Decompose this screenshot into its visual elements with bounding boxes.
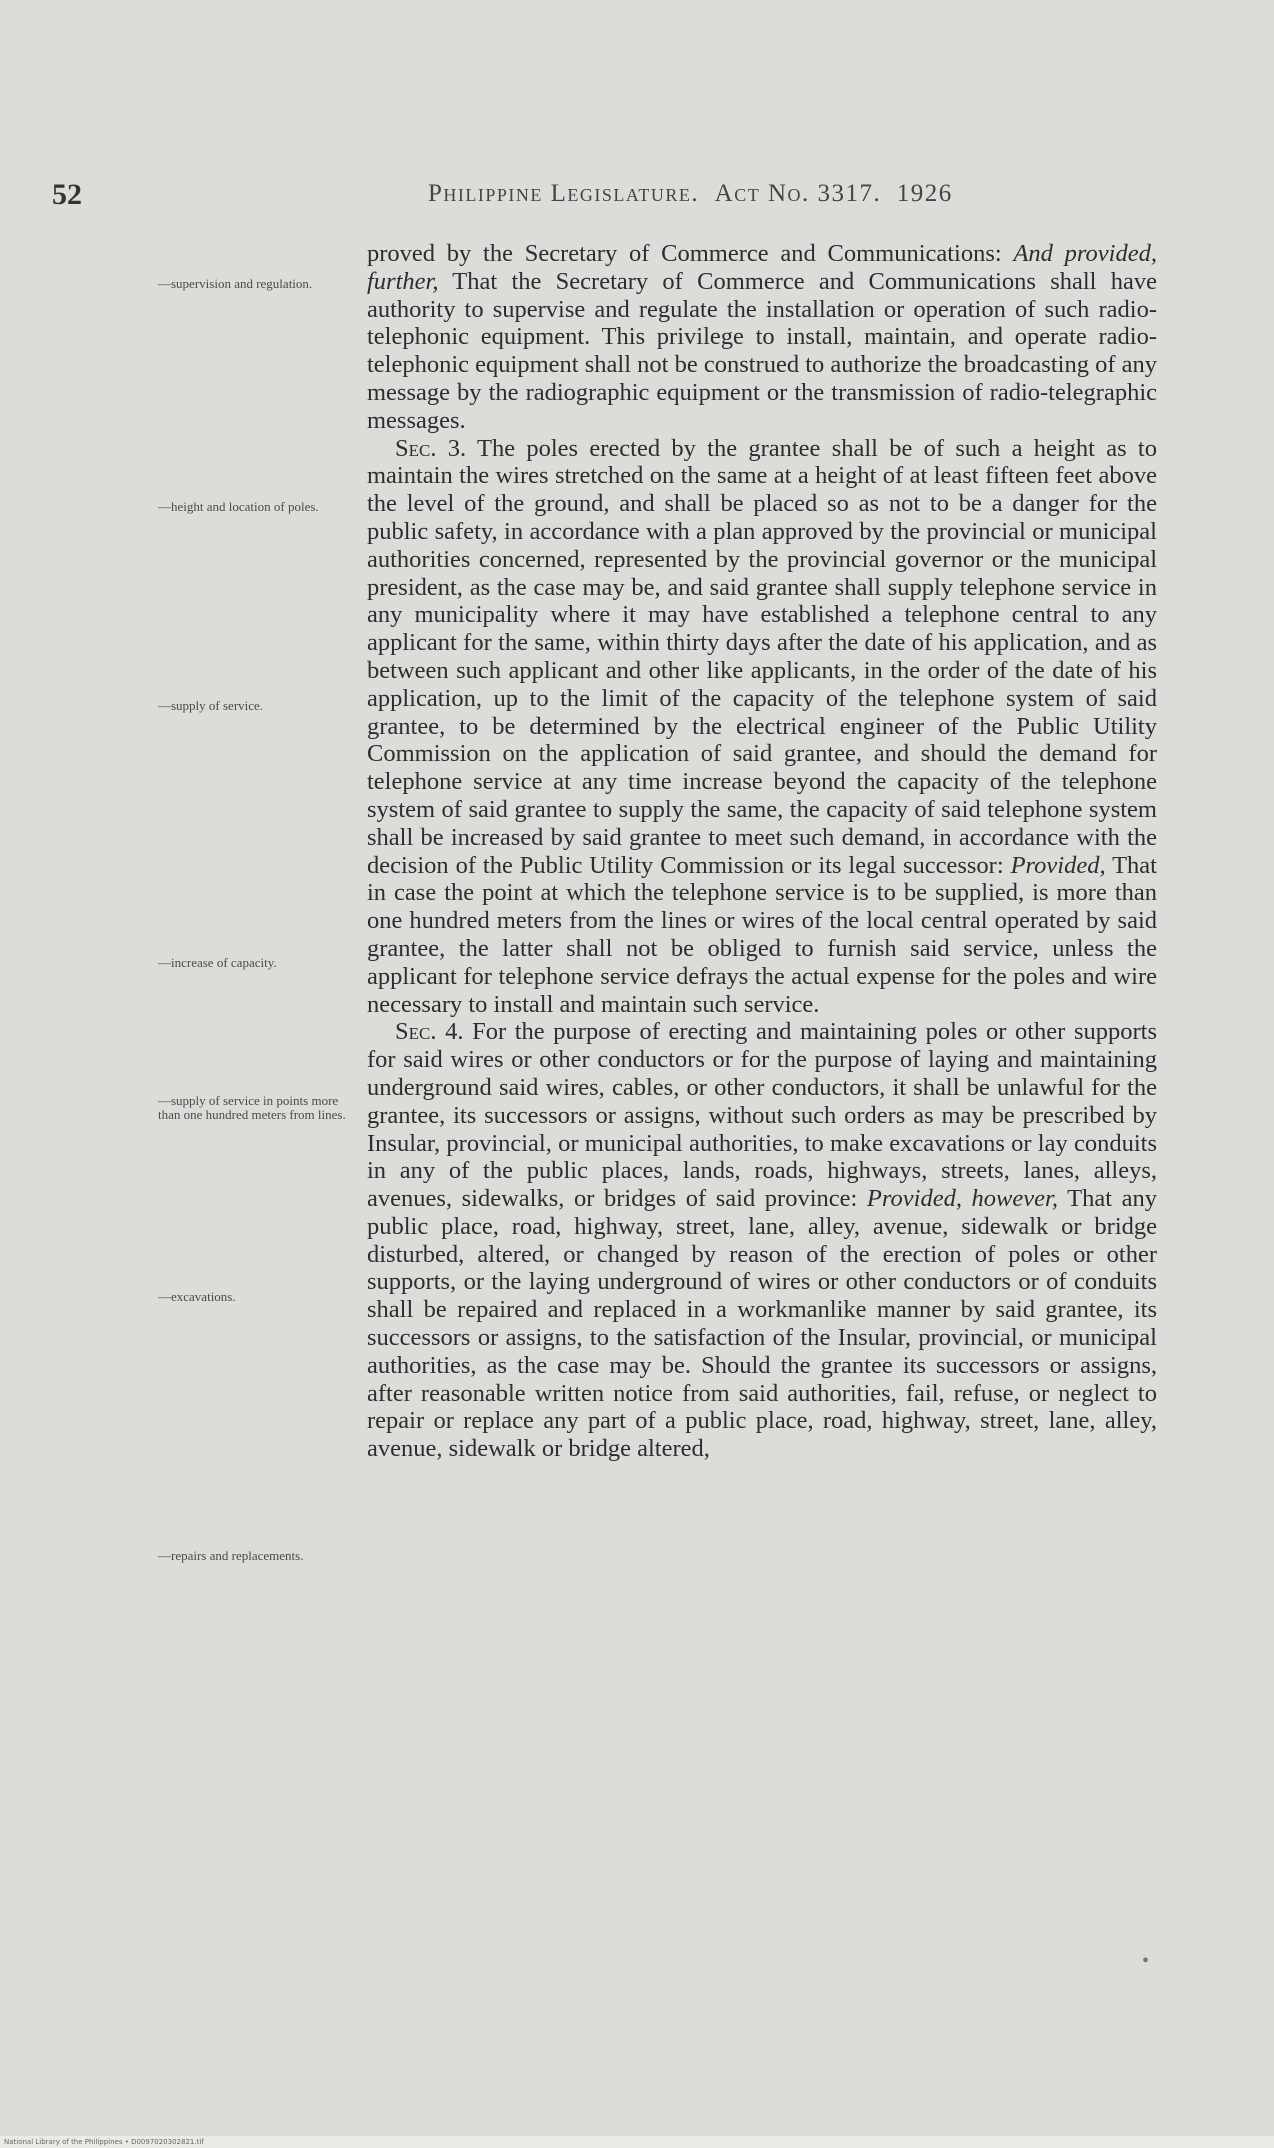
margin-note-excavations: —excavations. [158,1289,236,1304]
p3-proviso: Provided, however, [866,1185,1058,1213]
sec-3-heading: Sec. 3. [395,434,467,462]
scan-footer: National Library of the Philippines • D0097020302821.tif [0,2136,1274,2148]
margin-note-supply-service: —supply of service. [158,698,264,713]
paragraph-sec-4 [367,1018,1157,1463]
body-text [367,240,1157,1463]
margin-note-repairs: —repairs and replacements. [158,1548,304,1563]
margin-note-height-location: —height and location of poles. [158,499,319,514]
p3-text-a: For the purpose of erecting and maintaining poles or other supports for said wires or other conductors or for the purpose of laying and maintaining underground said wires, cables, or other conductors, it shall be unlawful for the grantee, its successors or assigns, without such orders as may be prescribed by Insular, provincial, or municipal authorities, to make excavations or lay conduits in any of the public places, lands, roads, highways, streets, lanes, alleys, avenues, sidewalks, or bridges of said province: [367,1018,1157,1213]
margin-note-hundred-meters: —supply of service in points more than one hundred meters from lines. [158,1093,346,1122]
p2-text-a: The poles erected by the grantee shall be of such a height as to maintain the wires stretched on the same at a height of at least fifteen feet above the level of the ground, and shall be placed so as not to be a danger for the public safety, in accordance with a plan approved by the provincial or municipal authorities concerned, represented by the provincial governor or the municipal president, as the case may be, and said grantee shall supply telephone service in any municipality where it may have established a telephone central to any applicant for the same, within thirty days after the date of his application, and as between such applicant and other like applicants, in the order of the date of his application, up to the limit of the capacity of the telephone system of said grantee, to be determined by the electrical engineer of the Public Utility Commission on the application of said grantee, and should the demand for telephone service at any time increase beyond the capacity of the telephone system of said grantee to supply the same, the capacity of said telephone system shall be increased by said grantee to meet such demand, in accordance with the decision of the Public Utility Commission or its legal successor: [367,434,1157,879]
p2-proviso: Provided, [1010,851,1106,879]
margin-note-increase-capacity: —increase of capacity. [158,955,277,970]
header-year: 1926 [896,180,953,207]
p1-proviso: And provided, further, [367,240,1157,295]
header-title: Philippine Legislature. [428,180,700,207]
page-number: 52 [52,178,82,211]
p1-text-a: proved by the Secretary of Commerce and Communications: [367,240,1014,267]
paragraph-sec-3 [367,435,1157,1019]
p1-text-c: That the Secretary of Commerce and Communications shall have authority to supervise and regulate the installation or operation of such radio-telephonic equipment. This privilege to install, maintain, and operate radio-telephonic equipment shall not be construed to authorize the broadcasting of any message by the radiographic equipment or the transmission of radio-telegraphic messages. [367,267,1157,434]
margin-note-supervision: —supervision and regulation. [158,276,313,291]
p3-text-c: That any public place, road, highway, street, lane, alley, avenue, sidewalk or bridge disturbed, altered, or changed by reason of the erection of poles or other supports, or the laying underground of wires or other conductors or of conduits shall be repaired and replaced in a workmanlike manner by said grantee, its successors or assigns, to the satisfaction of the Insular, provincial, or municipal authorities, as the case may be. Should the grantee its successors or assigns, after reasonable written notice from said authorities, fail, refuse, or neglect to repair or replace any part of a public place, road, highway, street, lane, alley, avenue, sidewalk or bridge altered, [367,1185,1157,1463]
p2-text-c: That in case the point at which the telephone service is to be supplied, is more than one hundred meters from the lines or wires of the local central operated by said grantee, the latter shall not be obliged to furnish said service, unless the applicant for telephone service defrays the actual expense for the poles and wire necessary to install and maintain such service. [367,851,1157,1018]
scan-speck: • [1142,1950,1150,1972]
paragraph-1 [367,240,1157,435]
header-act: Act No. 3317. [714,180,882,207]
running-header [428,180,1093,208]
sec-4-heading: Sec. 4. [395,1018,464,1046]
